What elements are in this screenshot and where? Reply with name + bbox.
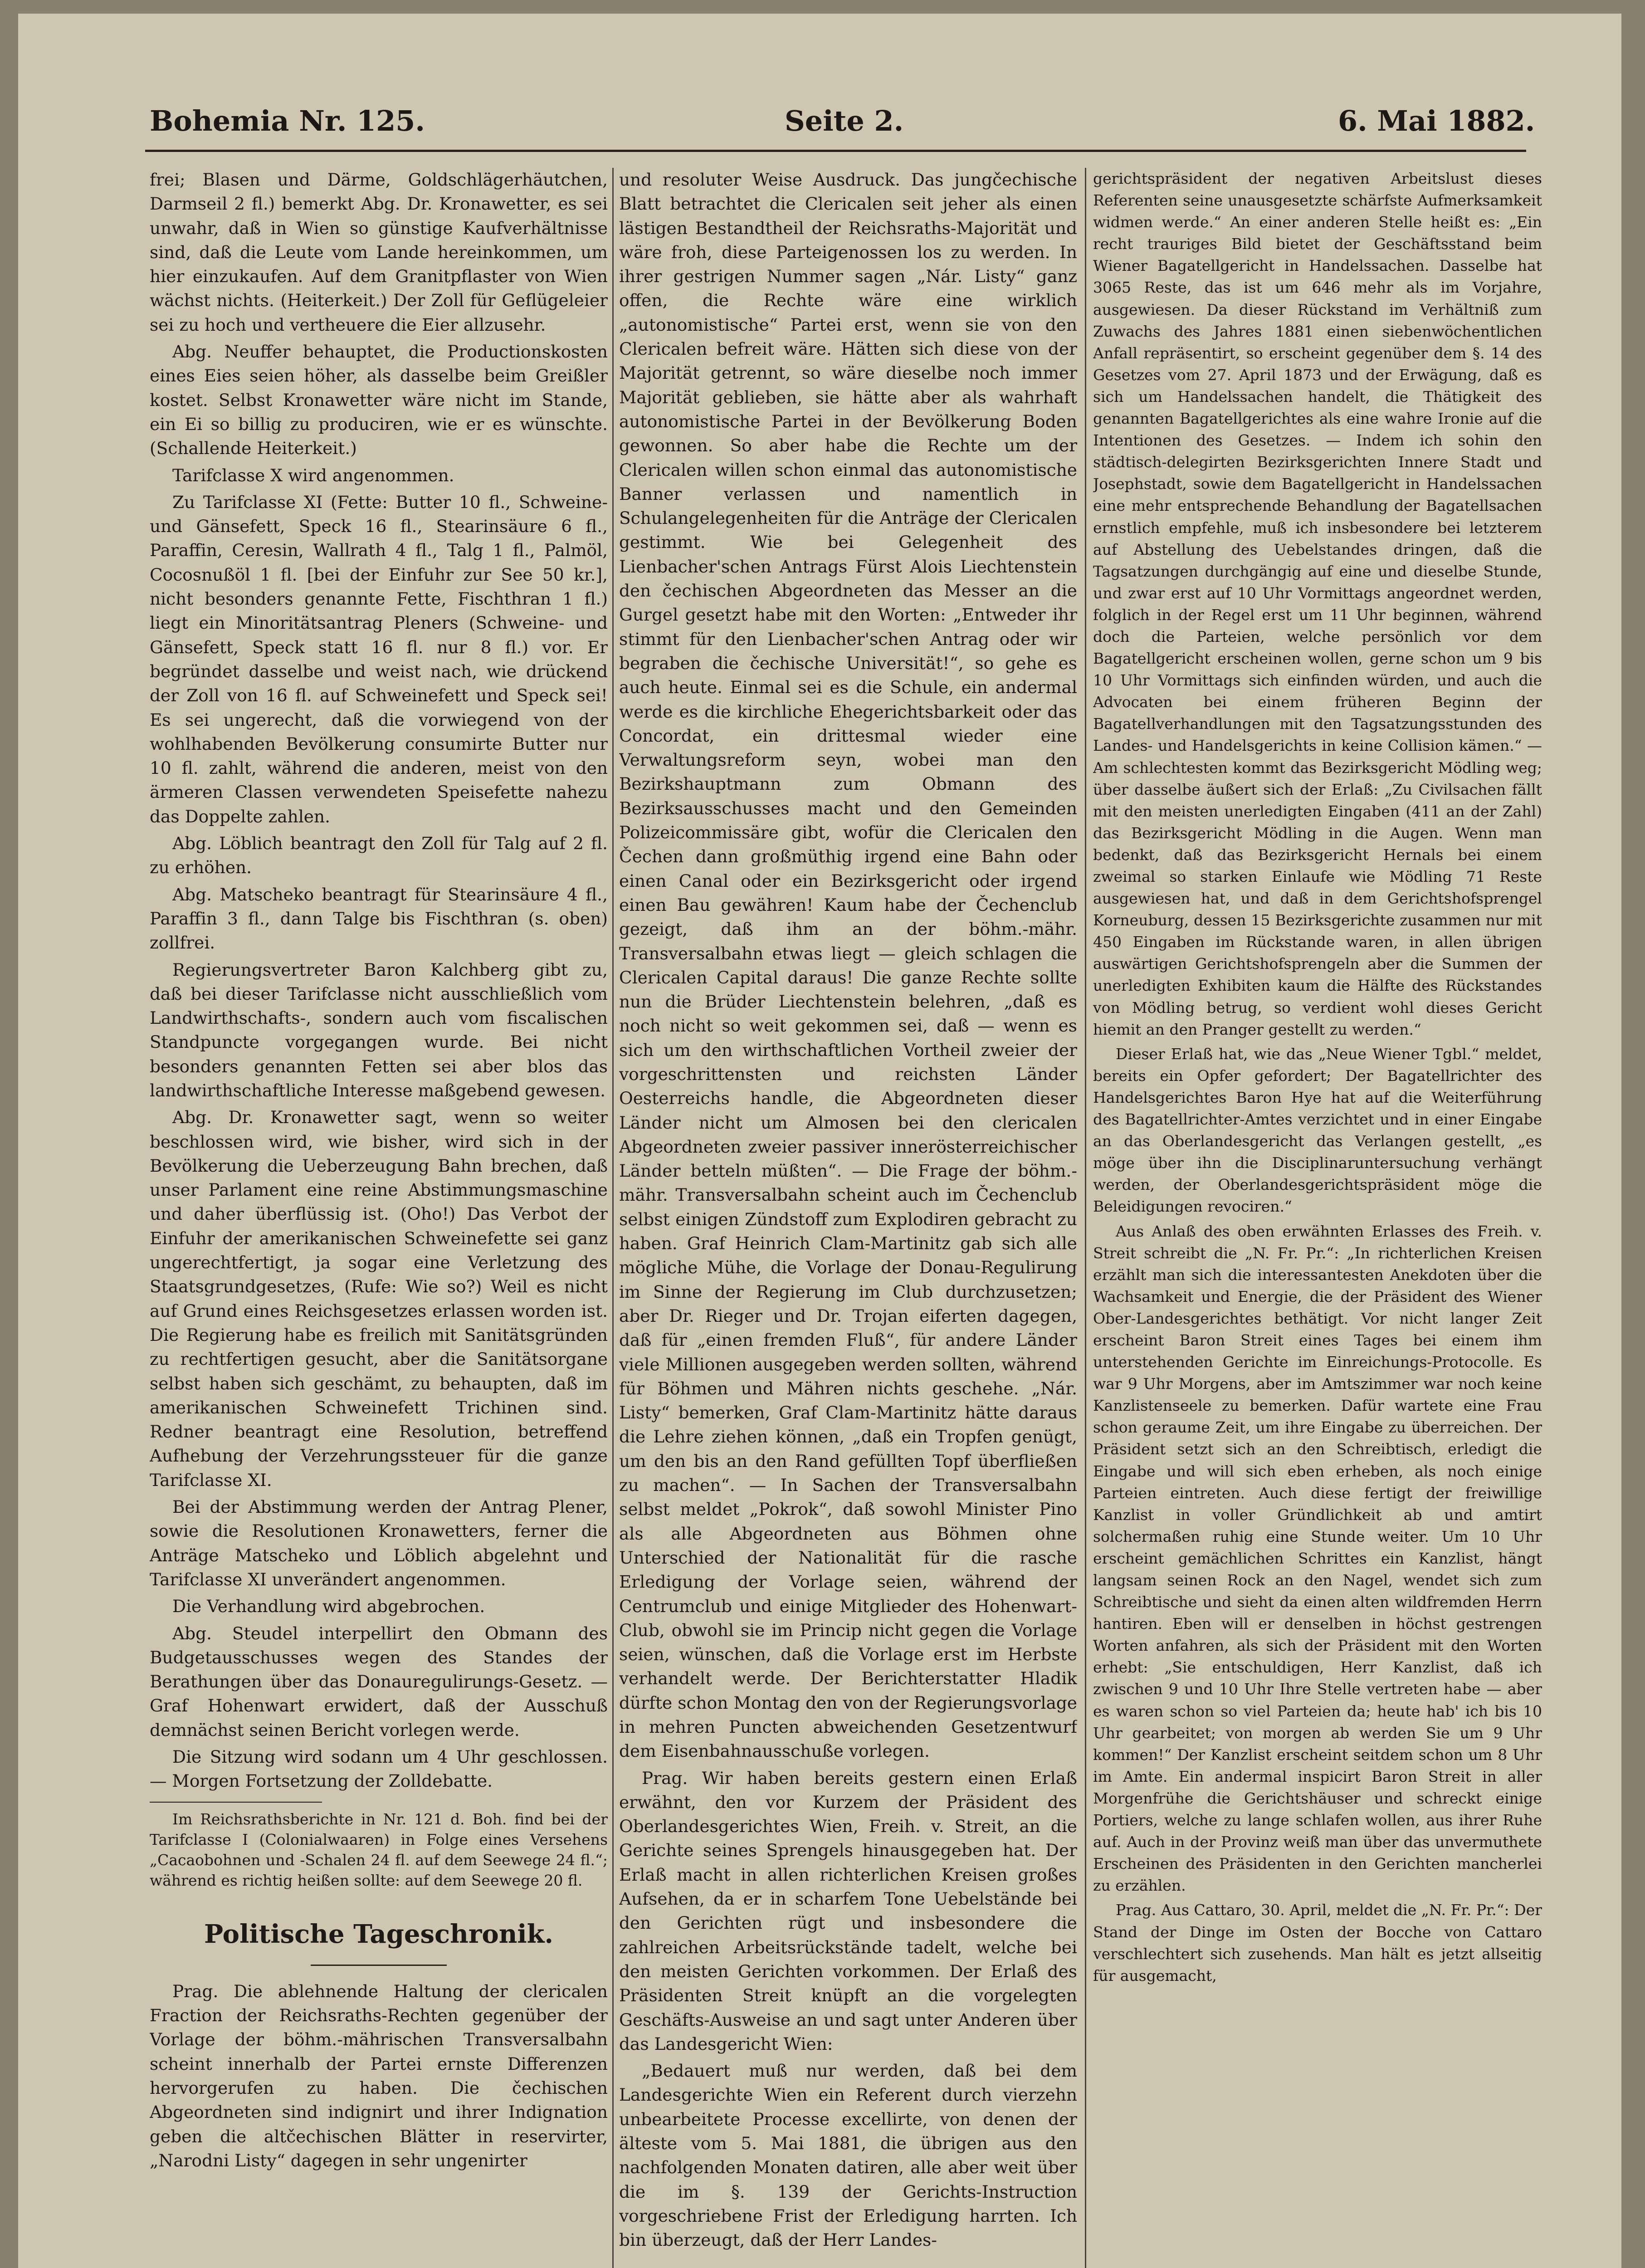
quoted-paragraph: „Bedauert muß nur werden, daß bei dem Landesgerichte Wien ein Referent durch vierzehn unbearbeitete Processe excellirte, von denen der älteste vom 5. Mai 1881, die übrigen aus den nachfolgenden Monaten datiren, alle aber weit über die im §. 139 der Gerichts-Instruction vorgeschriebene Frist der Erledigung harrten. Ich bin überzeugt, daß der Herr Landes- — [619, 2061, 1077, 2250]
article-paragraph: Tarifclasse X wird angenommen. — [172, 465, 454, 485]
newspaper-page — [18, 14, 1621, 2268]
article-paragraph: Prag. Die ablehnende Haltung der clericalen Fraction der Reichsraths-Rechten gegenüber der Vorlage der böhm.-mährischen Transversalbahn scheint innerhalb der Partei ernste Differenzen hervorgerufen zu haben. Die čechischen Abgeordneten sind indignirt und ihrer Indignation geben die altčechischen Blätter in reservirter, „Narodni Listy“ dagegen in sehr ungenirter — [150, 1981, 608, 2170]
column-2 — [619, 168, 1077, 2268]
article-paragraph: Abg. Steudel interpellirt den Obmann des Budgetausschusses wegen des Standes der Berathungen über das Donauregulirungs-Gesetz. — Graf Hohenwart erwidert, daß der Ausschuß demnächst seinen Bericht vorlegen werde. — [150, 1623, 608, 1740]
article-paragraph: Prag. Wir haben bereits gestern einen Erlaß erwähnt, den vor Kurzem der Präsident des Oberlandesgerichtes Wien, Freih. v. Streit, an die Gerichte seines Sprengels hinausgegeben hat. Der Erlaß macht in allen richterlichen Kreisen großes Aufsehen, da er in scharfem Tone Uebelstände bei den Gerichten rügt und insbesondere die zahlreichen Arbeitsrückstände tadelt, welche bei den meisten Gerichten vorkommen. Der Erlaß des Präsidenten Streit knüpft an die vorgelegten Geschäfts-Ausweise an und sagt unter Anderen über das Landesgericht Wien: — [619, 1768, 1077, 2054]
footnote-rule — [150, 1802, 322, 1803]
article-paragraph: Abg. Dr. Kronawetter sagt, wenn so weiter beschlossen wird, wie bisher, wird sich in der Bevölkerung die Ueberzeugung Bahn brechen, daß unser Parlament eine reine Abstimmungsmaschine und daher überflüssig ist. (Oho!) Das Verbot der Einfuhr der amerikanischen Schweinefette sei ganz ungerechtfertigt, ja sogar eine Verletzung des Staatsgrundgesetzes, (Rufe: Wie so?) Weil es nicht auf Grund eines Reichsgesetzes erlassen worden ist. Die Regierung habe es freilich mit Sanitätsgründen zu rechtfertigen gesucht, aber die Sanitätsorgane selbst haben sich geschämt, zu behaupten, daß im amerikanischen Schweinefett Trichinen sind. Redner beantragt eine Resolution, betreffend Aufhebung der Verzehrungssteuer für die ganze Tarifclasse XI. — [150, 1107, 608, 1490]
column-3 — [1093, 168, 1542, 2268]
column-divider — [612, 168, 614, 2268]
masthead-title: Bohemia Nr. 125. — [150, 104, 425, 137]
header-rule — [145, 150, 1526, 152]
article-paragraph: frei; Blasen und Därme, Goldschlägerhäutchen, Darmseil 2 fl.) bemerkt Abg. Dr. Kronawetter, es sei unwahr, daß in Wien so günstige Kaufverhältnisse sind, daß die Leute vom Lande hereinkommen, um hier einzukaufen. Auf dem Granitpflaster von Wien wächst nichts. (Heiterkeit.) Der Zoll für Geflügeleier sei zu hoch und vertheuere die Eier allzusehr. — [150, 170, 608, 335]
article-paragraph: Die Sitzung wird sodann um 4 Uhr geschlossen. — Morgen Fortsetzung der Zolldebatte. — [150, 1747, 608, 1791]
section-heading: Politische Tageschronik. — [204, 1919, 553, 1949]
article-paragraph: Zu Tarifclasse XI (Fette: Butter 10 fl., Schweine- und Gänsefett, Speck 16 fl., Stearinsäure 6 fl., Paraffin, Ceresin, Wallrath 4 fl., Talg 1 fl., Palmöl, Cocosnußöl 1 fl. [bei der Einfuhr zur See 50 kr.], nicht besonders genannte Fette, Fischthran 1 fl.) liegt ein Minoritätsantrag Pleners (Schweine- und Gänsefett, Speck statt 16 fl. nur 8 fl.) vor. Er begründet dasselbe und weist nach, wie drückend der Zoll von 16 fl. auf Schweinefett und Speck sei! Es sei ungerecht, daß die vorwiegend von der wohlhabenden Bevölkerung consumirte Butter nur 10 fl. zahlt, während die anderen, meist von den ärmeren Classen verwendeten Speisefette nahezu das Doppelte zahlen. — [150, 492, 608, 826]
article-paragraph: Regierungsvertreter Baron Kalchberg gibt zu, daß bei dieser Tarifclasse nicht ausschließlich vom Landwirthschafts-, sondern auch vom fiscalischen Standpuncte vorgegangen wurde. Bei nicht besonders genannten Fetten sei aber blos das landwirthschaftliche Interesse maßgebend gewesen. — [150, 959, 608, 1100]
page-header — [18, 14, 1621, 163]
article-paragraph: Bei der Abstimmung werden der Antrag Plener, sowie die Resolutionen Kronawetters, ferner die Anträge Matscheko und Löblich abgelehnt und Tarifclasse XI unverändert angenommen. — [150, 1497, 608, 1589]
article-paragraph: Abg. Neuffer behauptet, die Productionskosten eines Eies seien höher, als dasselbe beim Greißler kostet. Selbst Kronawetter wäre nicht im Stande, ein Ei so billig zu produciren, wie er es wünschte. (Schallende Heiterkeit.) — [150, 342, 608, 459]
column-1 — [150, 168, 608, 2268]
page-number: Seite 2. — [785, 104, 904, 137]
section-rule — [311, 1965, 447, 1966]
column-divider — [1085, 168, 1086, 2268]
article-paragraph: Abg. Löblich beantragt den Zoll für Talg auf 2 fl. zu erhöhen. — [150, 833, 608, 878]
article-paragraph: Die Verhandlung wird abgebrochen. — [172, 1596, 485, 1617]
footnote: Im Reichsrathsberichte in Nr. 121 d. Boh. find bei der Tarifclasse I (Colonialwaaren) in Folge eines Versehens „Cacaobohnen und -Schalen 24 fl. auf dem Seewege 24 fl.“; während es richtig heißen sollte: auf dem Seewege 20 fl. — [150, 1810, 608, 1889]
issue-date: 6. Mai 1882. — [1338, 104, 1535, 137]
article-paragraph: Abg. Matscheko beantragt für Stearinsäure 4 fl., Paraffin 3 fl., dann Talge bis Fischthran (s. oben) zollfrei. — [150, 884, 608, 953]
article-paragraph: und resoluter Weise Ausdruck. Das jungčechische Blatt betrachtet die Clericalen seit jeher als einen lästigen Bestandtheil der Reichsraths-Majorität und wäre froh, diese Parteigenossen los zu werden. In ihrer gestrigen Nummer sagen „Nár. Listy“ ganz offen, die Rechte wäre eine wirklich „autonomistische“ Partei erst, wenn sie von den Clericalen befreit wäre. Hätten sich diese von der Majorität getrennt, so wäre dieselbe noch immer Majorität geblieben, sie hätte aber als wahrhaft autonomistische Partei in der Bevölkerung Boden gewonnen. So aber habe die Rechte um der Clericalen willen schon einmal das autonomistische Banner verlassen und namentlich in Schulangelegenheiten für die Anträge der Clericalen gestimmt. Wie bei Gelegenheit des Lienbacher'schen Antrags Fürst Alois Liechtenstein den čechischen Abgeordneten das Messer an die Gurgel gesetzt habe mit den Worten: „Entweder ihr stimmt für den Lienbacher'schen Antrag oder wir begraben die čechische Universität!“, so gehe es auch heute. Einmal sei es die Schule, ein andermal werde es die kirchliche Ehegerichtsbarkeit oder das Concordat, ein drittesmal wieder eine Verwaltungsreform seyn, wobei man den Bezirkshauptmann zum Obmann des Bezirksausschusses macht und den Gemeinden Polizeicommissäre gibt, wofür die Clericalen den Čechen dann großmüthig irgend eine Bahn oder einen Canal oder ein Bezirksgericht oder irgend einen Bau gewähren! Kaum habe der Čechenclub gezeigt, daß ihm an der böhm.-mähr. Transversalbahn etwas liegt — gleich schlagen die Clericalen Capital daraus! Die ganze Rechte sollte nun die Brüder Liechtenstein belehren, „daß es noch nicht so weit gekommen sei, daß — wenn es sich um den wirthschaftlichen Vortheil zweier der vorgeschrittensten und reichsten Länder Oesterreichs handle, die Abgeordneten dieser Länder nicht um Almosen bei den clericalen Abgeordneten zweier passiver innerösterreichischer Länder betteln müßten“. — Die Frage der böhm.-mähr. Transversalbahn scheint auch im Čechenclub selbst einigen Zündstoff zum Explodiren gebracht zu haben. Graf Heinrich Clam-Martinitz gab sich alle mögliche Mühe, die Vorlage der Donau-Regulirung im Sinne der Regierung im Club durchzusetzen; aber Dr. Rieger und Dr. Trojan eiferten dagegen, daß für „einen fremden Fluß“, für andere Länder viele Millionen ausgegeben werden sollten, während für Böhmen und Mähren nichts geschehe. „Nár. Listy“ bemerken, Graf Clam-Martinitz hätte daraus die Lehre ziehen können, „daß ein Tropfen genügt, um den bis an den Rand gefüllten Topf überfließen zu machen“. — In Sachen der Transversalbahn selbst meldet „Pokrok“, daß sowohl Minister Pino als alle Abgeordneten aus Böhmen ohne Unterschied der Nationalität für die rasche Erledigung der Vorlage seien, während der Centrumclub und einige Mitglieder des Hohenwart-Club, obwohl sie im Princip nicht gegen die Vorlage seien, wünschen, daß die Vorlage erst im Herbste verhandelt werde. Der Berichterstatter Hladik dürfte schon Montag den von der Regierungsvorlage in mehren Puncten abweichenden Gesetzentwurf dem Eisenbahnausschuße vorlegen. — [619, 170, 1077, 1761]
article-paragraph: gerichtspräsident der negativen Arbeitslust dieses Referenten seine unausgesetzte schärfste Aufmerksamkeit widmen werde.“ An einer anderen Stelle heißt es: „Ein recht trauriges Bild bietet der Geschäftsstand beim Wiener Bagatellgericht in Handelssachen. Dasselbe hat 3065 Reste, das ist um 646 mehr als im Vorjahre, ausgewiesen. Da dieser Rückstand im Verhältniß zum Zuwachs des Jahres 1881 einen siebenwöchentlichen Anfall repräsentirt, so erscheint gegenüber dem §. 14 des Gesetzes vom 27. April 1873 und der Erwägung, daß es sich um Handelssachen handelt, die Thätigkeit des genannten Bagatellgerichtes als eine wahre Ironie auf die Intentionen des Gesetzes. — Indem ich sohin den städtisch-delegirten Bezirksgerichten Innere Stadt und Josephstadt, sowie dem Bagatellgericht in Handelssachen eine mehr entsprechende Behandlung der Bagatellsachen ernstlich empfehle, muß ich insbesondere bei letzterem auf Abstellung des Uebelstandes dringen, daß die Tagsatzungen durchgängig auf eine und dieselbe Stunde, und zwar erst auf 10 Uhr Vormittags angeordnet werden, folglich in der Regel erst um 11 Uhr beginnen, während doch die Parteien, welche persönlich vor dem Bagatellgericht erscheinen wollen, gerne schon um 9 bis 10 Uhr Vormittags sich einfinden würden, und auch die Advocaten bei einem früheren Beginn der Bagatellverhandlungen mit den Tagsatzungsstunden des Landes- und Handelsgerichts in keine Collision kämen.“ — Am schlechtesten kommt das Bezirksgericht Mödling weg; über dasselbe äußert sich der Erlaß: „Zu Civilsachen fällt mit den meisten unerledigten Eingaben (411 an der Zahl) das Bezirksgericht Mödling in die Augen. Wenn man bedenkt, daß das Bezirksgericht Hernals bei einem zweimal so starken Einlaufe wie Mödling 71 Reste ausgewiesen hat, und daß in dem Gerichtshofsprengel Korneuburg, dessen 15 Bezirksgerichte zusammen nur mit 450 Eingaben im Rückstande waren, in allen übrigen auswärtigen Gerichtshofsprengeln aber die Summen der unerledigten Exhibiten kaum die Hälfte des Rückstandes von Mödling betrug, so verdient wohl dieses Gericht hiemit an den Pranger gestellt zu werden.“ — [1093, 170, 1542, 1038]
article-paragraph: Prag. Aus Cattaro, 30. April, meldet die „N. Fr. Pr.“: Der Stand der Dinge im Osten der Bocche von Cattaro verschlechtert sich zusehends. Man hält es jetzt allseitig für ausgemacht, — [1093, 1901, 1542, 1984]
article-paragraph: Dieser Erlaß hat, wie das „Neue Wiener Tgbl.“ meldet, bereits ein Opfer gefordert; Der Bagatellrichter des Handelsgerichtes Baron Hye hat auf die Weiterführung des Bagatellrichter-Amtes verzichtet und in einer Eingabe an das Oberlandesgericht das Verlangen gestellt, „es möge über ihn die Disciplinaruntersuchung verhängt werden, der Oberlandesgerichtspräsident möge die Beleidigungen revociren.“ — [1093, 1045, 1542, 1216]
article-paragraph: Aus Anlaß des oben erwähnten Erlasses des Freih. v. Streit schreibt die „N. Fr. Pr.“: „In richterlichen Kreisen erzählt man sich die interessantesten Anekdoten über die Wachsamkeit und Energie, die der Präsident des Wiener Ober-Landesgerichtes bethätigt. Vor nicht langer Zeit erscheint Baron Streit eines Tages bei einem ihm unterstehenden Gerichte im Einreichungs-Protocolle. Es war 9 Uhr Morgens, aber im Amtszimmer war noch keine Kanzlistenseele zu bemerken. Dafür wartete eine Frau schon geraume Zeit, um ihre Eingabe zu überreichen. Der Präsident setzt sich an den Schreibtisch, erledigt die Eingabe und will sich eben erheben, als noch einige Parteien eintreten. Auch diese fertigt der freiwillige Kanzlist in voller Gründlichkeit ab und amtirt solchermaßen ruhig eine Stunde weiter. Um 10 Uhr erscheint gemächlichen Schrittes ein Kanzlist, hängt langsam seinen Rock an den Nagel, wendet sich zum Schreibtische und sieht da einen alten wildfremden Herrn hantiren. Eben will er denselben in höchst gestrengen Worten anfahren, als sich der Präsident mit den Worten erhebt: „Sie entschuldigen, Herr Kanzlist, daß ich zwischen 9 und 10 Uhr Ihre Stelle vertreten habe — aber es waren schon so viel Parteien da; heute hab' ich bis 10 Uhr gearbeitet; von morgen ab werden Sie um 9 Uhr kommen!“ Der Kanzlist erscheint seitdem schon um 8 Uhr im Amte. Ein andermal inspicirt Baron Streit in aller Morgenfrühe die Gerichtshäuser und schreckt einige Portiers, welche zu lange schlafen wollen, aus ihrer Ruhe auf. Auch in der Provinz weiß man über das unvermuthete Erscheinen des Präsidenten in den Gerichten mancherlei zu erzählen. — [1093, 1222, 1542, 1895]
